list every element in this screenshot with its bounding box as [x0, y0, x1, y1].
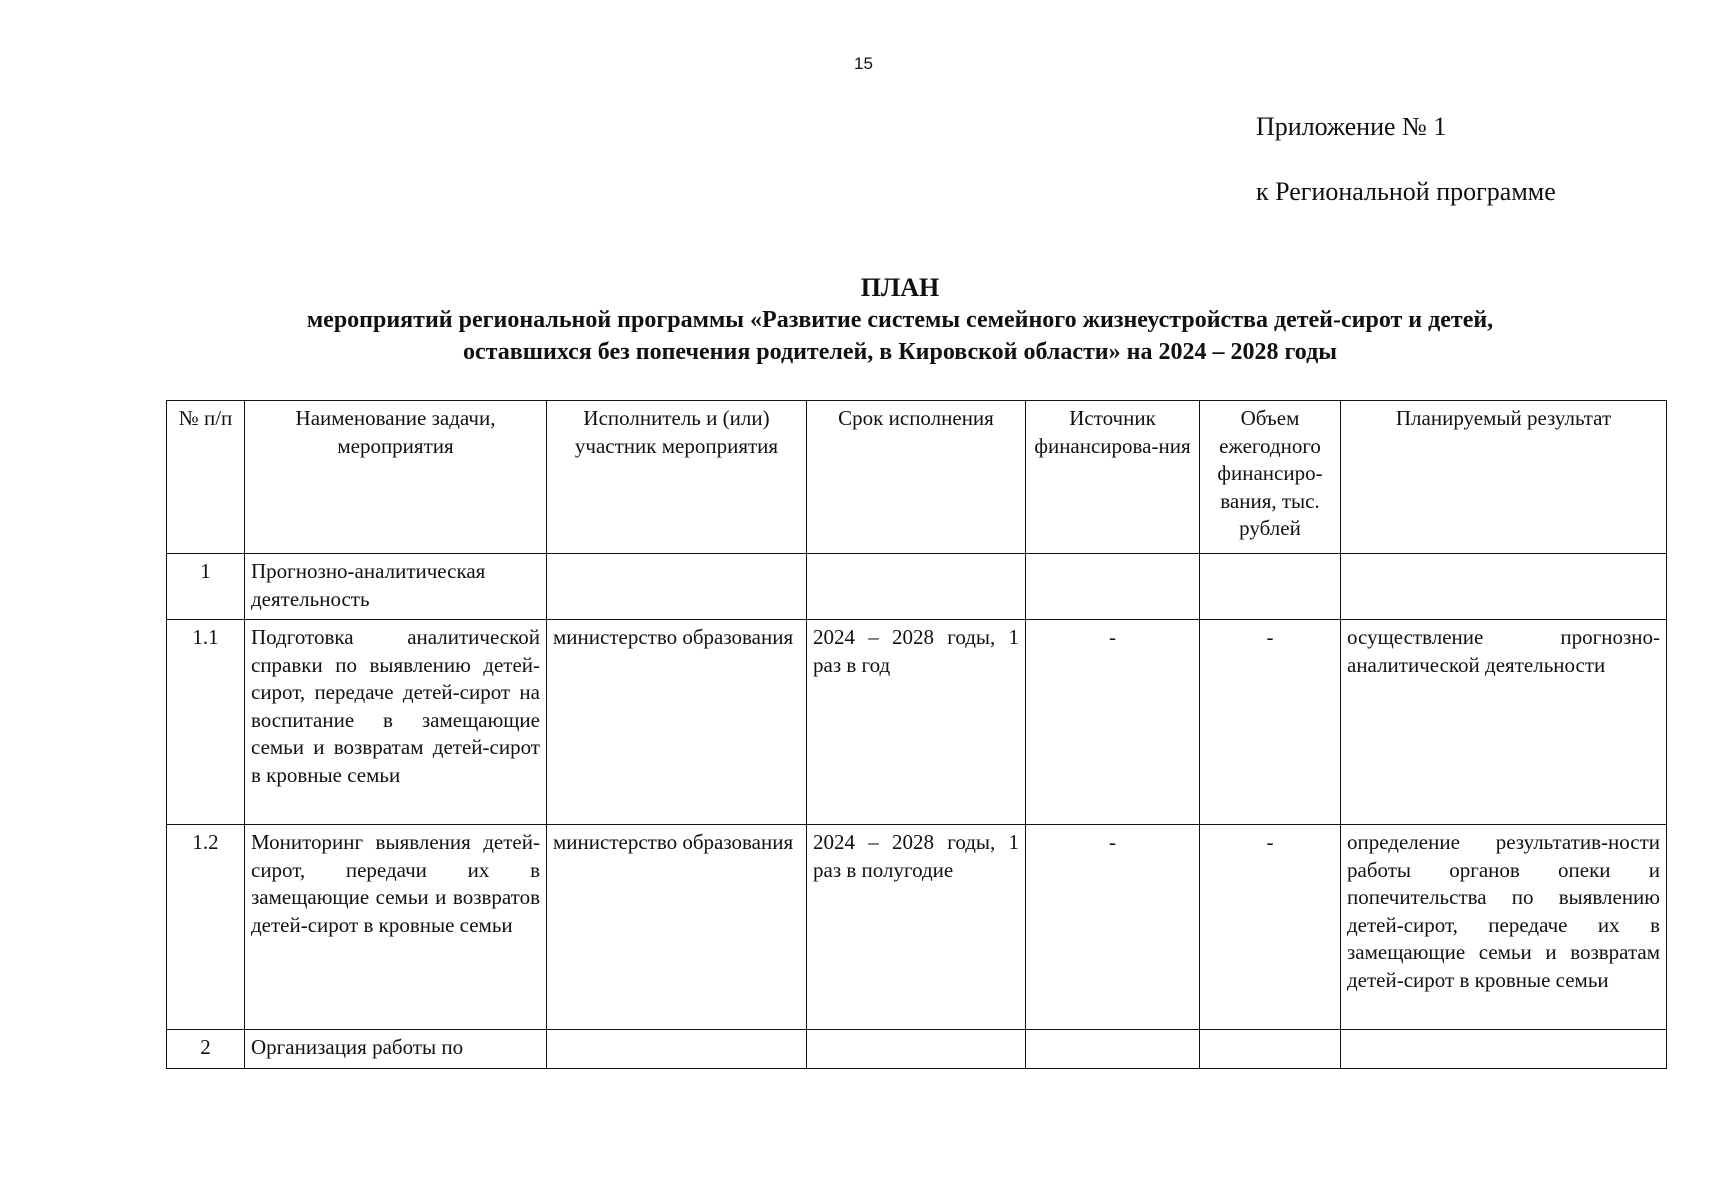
header-number: № п/п [167, 401, 245, 554]
cell-executor [547, 1030, 807, 1069]
cell-source: - [1026, 620, 1200, 825]
header-result: Планируемый результат [1341, 401, 1667, 554]
cell-number: 1 [167, 554, 245, 620]
header-term: Срок исполнения [807, 401, 1026, 554]
cell-result: осуществление прогнозно-аналитической деятельности [1341, 620, 1667, 825]
document-title [160, 272, 1640, 368]
header-name: Наименование задачи, мероприятия [245, 401, 547, 554]
cell-result [1341, 1030, 1667, 1069]
cell-result: определение результатив-ности работы органов опеки и попечительства по выявлению детей-сирот, передаче их в замещающие семьи и возвратам детей-сирот в кровные семьи [1341, 825, 1667, 1030]
cell-executor: министерство образования [547, 620, 807, 825]
header-source: Источник финансирова-ния [1026, 401, 1200, 554]
cell-source [1026, 1030, 1200, 1069]
cell-term [807, 1030, 1026, 1069]
appendix-label: Приложение № 1 [1256, 112, 1447, 141]
cell-source [1026, 554, 1200, 620]
header-volume: Объем ежегодного финансиро-вания, тыс. рублей [1200, 401, 1341, 554]
cell-name: Подготовка аналитической справки по выявлению детей-сирот, передаче детей-сирот на воспитание в замещающие семьи и возвратам детей-сирот в кровные семьи [245, 620, 547, 825]
cell-number: 1.2 [167, 825, 245, 1030]
title-line: оставшихся без попечения родителей, в Кировской области» на 2024 – 2028 годы [463, 339, 1337, 365]
table-row [167, 1030, 1667, 1069]
title-heading: ПЛАН [860, 273, 940, 302]
cell-term: 2024 – 2028 годы, 1 раз в полугодие [807, 825, 1026, 1030]
table-row [167, 825, 1667, 1030]
cell-number: 1.1 [167, 620, 245, 825]
cell-result [1341, 554, 1667, 620]
cell-name: Организация работы по [245, 1030, 547, 1069]
cell-executor [547, 554, 807, 620]
cell-source: - [1026, 825, 1200, 1030]
table-row [167, 620, 1667, 825]
table-row [167, 554, 1667, 620]
cell-term: 2024 – 2028 годы, 1 раз в год [807, 620, 1026, 825]
plan-table [166, 400, 1667, 1069]
cell-volume: - [1200, 825, 1341, 1030]
title-line: мероприятий региональной программы «Развитие системы семейного жизнеустройства детей-сирот и детей, [306, 307, 1494, 333]
table-header-row [167, 401, 1667, 554]
header-executor: Исполнитель и (или) участник мероприятия [547, 401, 807, 554]
cell-term [807, 554, 1026, 620]
cell-volume [1200, 554, 1341, 620]
cell-volume: - [1200, 620, 1341, 825]
cell-volume [1200, 1030, 1341, 1069]
appendix-reference: к Региональной программе [1256, 177, 1556, 206]
cell-number: 2 [167, 1030, 245, 1069]
cell-name: Мониторинг выявления детей-сирот, передачи их в замещающие семьи и возвратов детей-сирот в кровные семьи [245, 825, 547, 1030]
page-number: 15 [854, 54, 873, 73]
cell-executor: министерство образования [547, 825, 807, 1030]
cell-name: Прогнозно-аналитическая деятельность [245, 554, 547, 620]
